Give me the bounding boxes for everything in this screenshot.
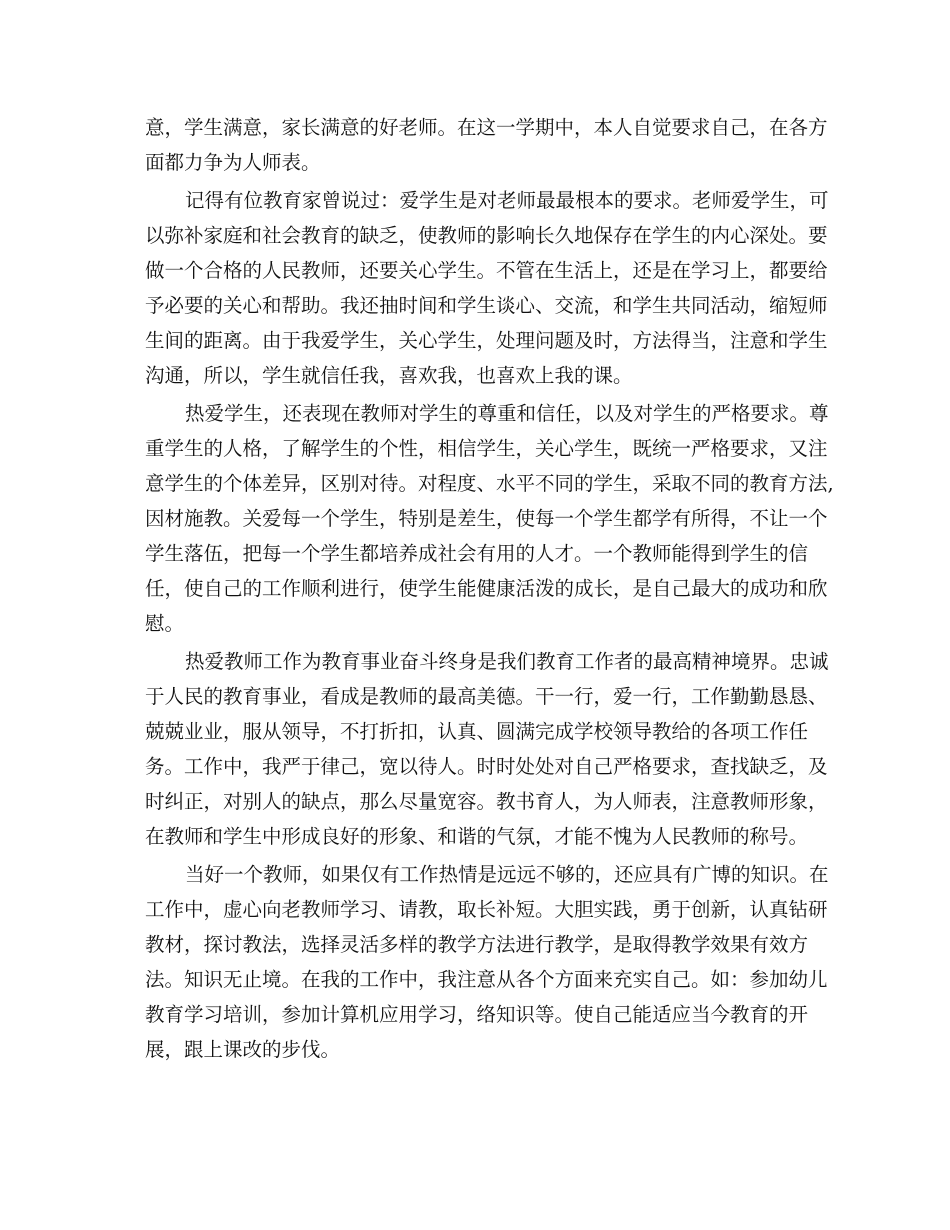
text-line: 于人民的教育事业，看成是教师的最高美德。干一行，爱一行，工作勤勤恳恳、 — [145, 685, 828, 708]
text-line: 学生落伍，把每一个学生都培养成社会有用的人才。一个教师能得到学生的信 — [145, 542, 809, 565]
text-line: 面都力争为人师表。 — [145, 151, 321, 174]
paragraph-1 — [145, 110, 828, 180]
text-line: 务。工作中，我严于律己，宽以待人。时时处处对自己严格要求，查找缺乏，及 — [145, 755, 828, 778]
text-line: 展，跟上课改的步伐。 — [145, 1038, 341, 1061]
text-line: 做一个合格的人民教师，还要关心学生。不管在生活上，还是在学习上，都要给 — [145, 259, 828, 282]
text-line: 意学生的个体差异，区别对待。对程度、水平不同的学生，采取不同的教育方法, — [145, 472, 834, 495]
text-line: 当好一个教师，如果仅有工作热情是远远不够的，还应具有广博的知识。在 — [185, 863, 829, 886]
text-line: 记得有位教育家曾说过：爱学生是对老师最最根本的要求。老师爱学生，可 — [185, 189, 829, 212]
text-line: 生间的距离。由于我爱学生，关心学生，处理问题及时，方法得当，注意和学生 — [145, 329, 828, 352]
text-line: 重学生的人格，了解学生的个性，相信学生，关心学生，既统一严格要求，又注 — [145, 437, 828, 460]
document-body — [145, 110, 834, 1067]
text-line: 法。知识无止境。在我的工作中，我注意从各个方面来充实自己。如：参加幼儿 — [145, 968, 828, 991]
text-line: 在教师和学生中形成良好的形象、和谐的气氛，才能不愧为人民教师的称号。 — [145, 825, 809, 848]
text-line: 教材，探讨教法，选择灵活多样的教学方法进行教学，是取得教学效果有效方 — [145, 933, 809, 956]
text-line: 予必要的关心和帮助。我还抽时间和学生谈心、交流，和学生共同活动，缩短师 — [145, 294, 828, 317]
text-line: 意，学生满意，家长满意的好老师。在这一学期中，本人自觉要求自己，在各方 — [145, 116, 828, 139]
text-line: 工作中，虚心向老教师学习、请教，取长补短。大胆实践，勇于创新，认真钻研 — [145, 898, 828, 921]
text-line: 热爱学生，还表现在教师对学生的尊重和信任，以及对学生的严格要求。尊 — [185, 402, 829, 425]
paragraph-2 — [145, 183, 829, 393]
text-line: 因材施教。关爱每一个学生，特别是差生，使每一个学生都学有所得，不让一个 — [145, 507, 828, 530]
text-line: 教育学习培训，参加计算机应用学习，络知识等。使自己能适应当今教育的开 — [145, 1003, 809, 1026]
paragraph-5 — [145, 857, 829, 1067]
paragraph-3 — [145, 396, 834, 641]
text-line: 任，使自己的工作顺利进行，使学生能健康活泼的成长，是自己最大的成功和欣 — [145, 577, 828, 600]
text-line: 热爱教师工作为教育事业奋斗终身是我们教育工作者的最高精神境界。忠诚 — [185, 650, 829, 673]
paragraph-4 — [145, 644, 829, 854]
text-line: 兢兢业业，服从领导，不打折扣，认真、圆满完成学校领导教给的各项工作任 — [145, 720, 809, 743]
text-line: 沟通，所以，学生就信任我，喜欢我，也喜欢上我的课。 — [145, 364, 633, 387]
text-line: 慰。 — [145, 612, 185, 635]
text-line: 时纠正，对别人的缺点，那么尽量宽容。教书育人，为人师表，注意教师形象， — [145, 790, 828, 813]
text-line: 以弥补家庭和社会教育的缺乏，使教师的影响长久地保存在学生的内心深处。要 — [145, 224, 828, 247]
